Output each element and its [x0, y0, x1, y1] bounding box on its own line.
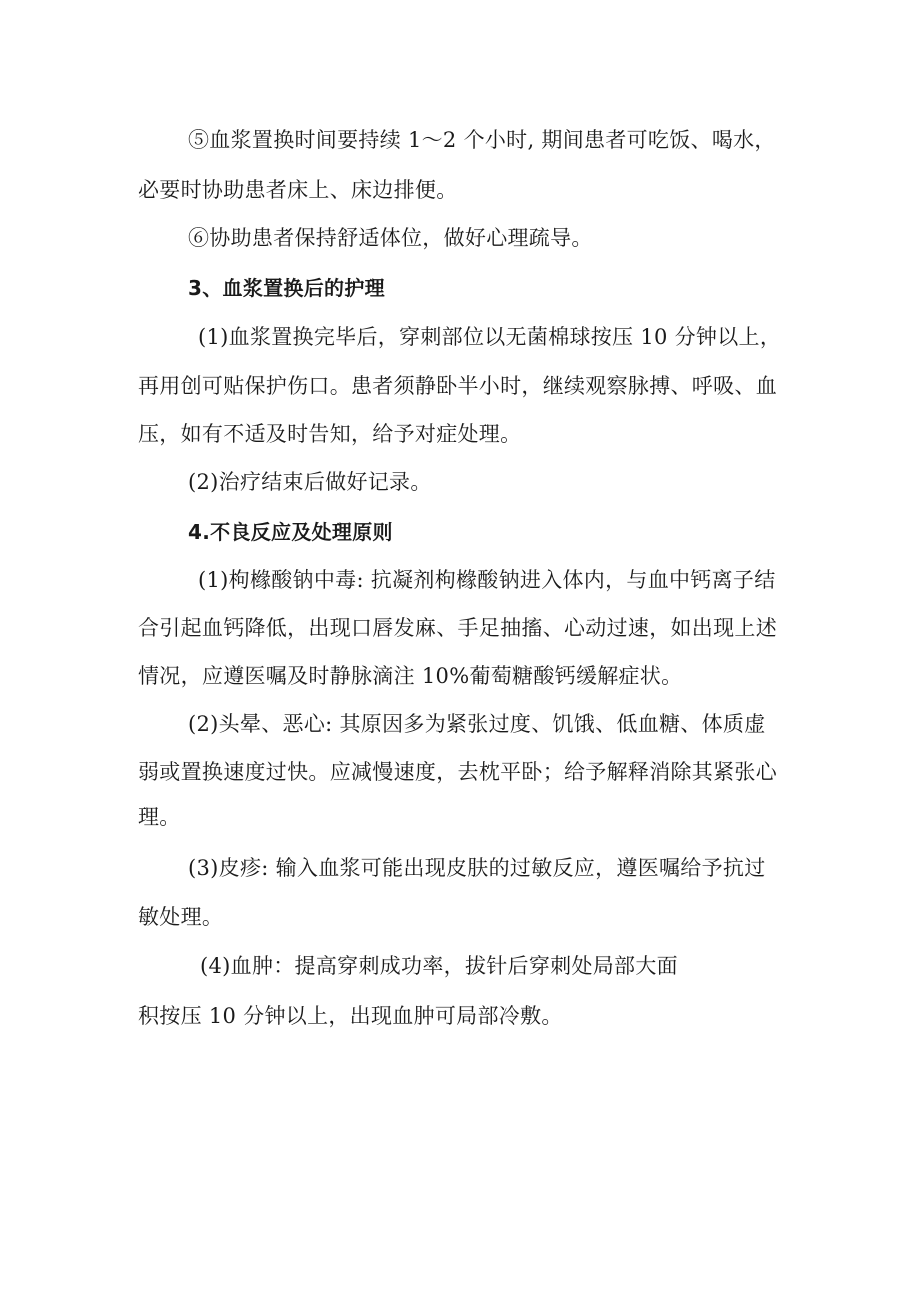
reaction-2-line-3: 理。 — [138, 805, 181, 829]
reaction-4-line-2: 积按压 10 分钟以上，出现血肿可局部冷敷。 — [138, 1004, 563, 1028]
reaction-2-line-1: (2)头晕、恶心: 其原因多为紧张过度、饥饿、低血糖、体质虚 — [188, 712, 766, 736]
reaction-2-line-2: 弱或置换速度过快。应减慢速度，去枕平卧；给予解释消除其紧张心 — [138, 760, 777, 784]
reaction-1-line-3: 情况，应遵医嘱及时静脉滴注 10%葡萄糖酸钙缓解症状。 — [138, 664, 683, 688]
step-5-line-1: ⑤血浆置换时间要持续 1～2 个小时, 期间患者可吃饭、喝水， — [188, 128, 776, 152]
step-6-line: ⑥协助患者保持舒适体位，做好心理疏导。 — [188, 226, 593, 250]
after-care-2-line: (2)治疗结束后做好记录。 — [188, 470, 432, 494]
after-care-1-line-1: (1)血浆置换完毕后，穿刺部位以无菌棉球按压 10 分钟以上， — [198, 325, 782, 349]
section-3-heading: 3、血浆置换后的护理 — [188, 276, 385, 300]
after-care-1-line-3: 压，如有不适及时告知，给予对症处理。 — [138, 422, 522, 446]
reaction-1-line-2: 合引起血钙降低，出现口唇发麻、手足抽搐、心动过速，如出现上述 — [138, 616, 777, 640]
reaction-3-line-2: 敏处理。 — [138, 905, 224, 929]
reaction-3-line-1: (3)皮疹: 输入血浆可能出现皮肤的过敏反应，遵医嘱给予抗过 — [188, 856, 766, 880]
reaction-1-line-1: (1)枸橼酸钠中毒: 抗凝剂枸橼酸钠进入体内，与血中钙离子结 — [198, 568, 776, 592]
after-care-1-line-2: 再用创可贴保护伤口。患者须静卧半小时，继续观察脉搏、呼吸、血 — [138, 374, 777, 398]
reaction-4-line-1: (4)血肿：提高穿刺成功率，拔针后穿刺处局部大面 — [200, 954, 678, 978]
step-5-line-2: 必要时协助患者床上、床边排便。 — [138, 178, 458, 202]
section-4-heading: 4.不良反应及处理原则 — [188, 520, 393, 544]
